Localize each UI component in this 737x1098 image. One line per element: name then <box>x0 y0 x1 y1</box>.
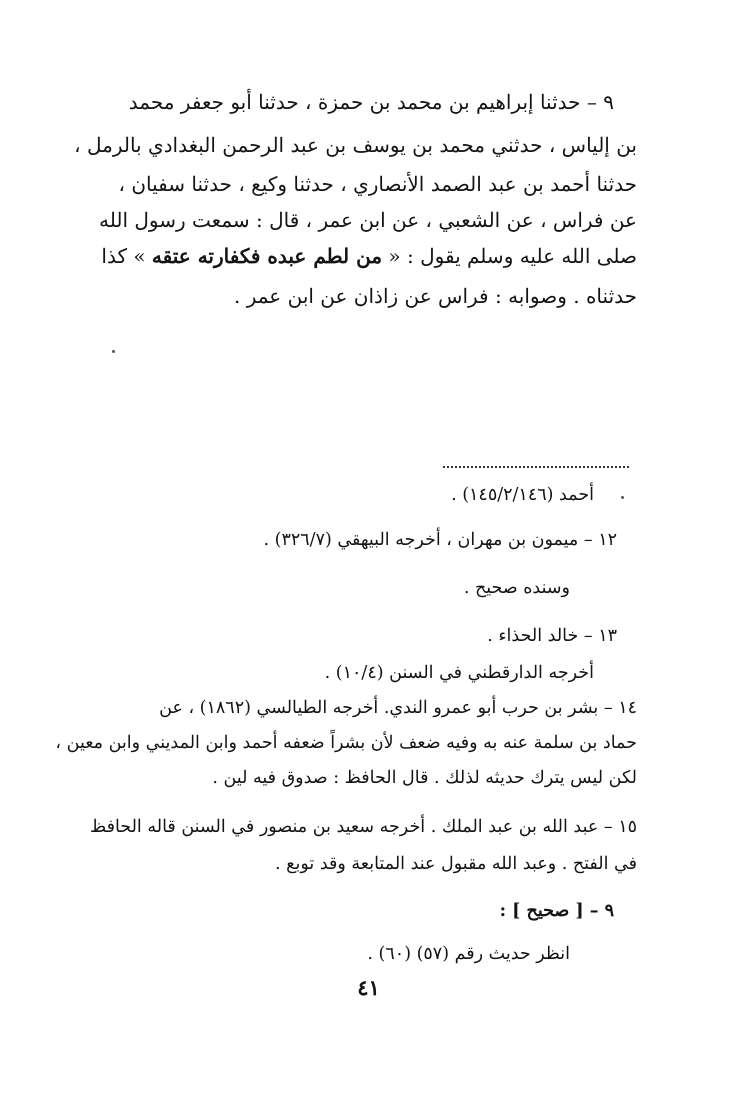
hadith-quote: من لطم عبده فكفارته عتقه <box>151 244 383 268</box>
main-line-6: حدثناه . وصوابه : فراس عن زاذان عن ابن عمر . <box>233 284 637 308</box>
footnote-line-9: ١٥ – عبد الله بن عبد الملك . أخرجه سعيد بن منصور في السنن قاله الحافظ <box>90 817 637 837</box>
footnote-line-12: انظر حديث رقم (٥٧) (٦٠) . <box>367 944 570 964</box>
footnote-line-11: ٩ – [ صحيح ] : <box>499 901 614 921</box>
footnote-line-8: لكن ليس يترك حديثه لذلك . قال الحافظ : صدوق فيه لين . <box>212 768 637 788</box>
scan-speck <box>112 350 115 353</box>
footnote-line-3: وسنده صحيح . <box>463 578 570 598</box>
footnote-line-7: حماد بن سلمة عنه به وفيه ضعف لأن بشراً ضعفه أحمد وابن المديني وابن معين ، <box>55 733 637 753</box>
main-line-5 <box>101 242 637 270</box>
footnote-separator <box>443 466 629 468</box>
page-number: ٤١ <box>357 975 380 1000</box>
footnote-line-1: أحمد (١٤٥/٢/١٤٦) . <box>451 485 594 505</box>
footnote-line-6: ١٤ – بشر بن حرب أبو عمرو الندي. أخرجه الطيالسي (١٨٦٢) ، عن <box>159 698 637 718</box>
main-line-2: بن إلياس ، حدثني محمد بن يوسف بن عبد الرحمن البغدادي بالرمل ، <box>74 133 637 157</box>
footnote-line-4: ١٣ – خالد الحذاء . <box>487 626 617 646</box>
main-line-5-end: » كذا <box>101 244 146 268</box>
main-line-3: حدثنا أحمد بن عبد الصمد الأنصاري ، حدثنا وكيع ، حدثنا سفيان ، <box>118 172 637 196</box>
main-line-1: ٩ – حدثنا إبراهيم بن محمد بن حمزة ، حدثنا أبو جعفر محمد <box>128 90 614 114</box>
main-line-4: عن فراس ، عن الشعبي ، عن ابن عمر ، قال : سمعت رسول الله <box>99 208 637 232</box>
main-line-5-start: صلى الله عليه وسلم يقول : « <box>388 244 637 268</box>
footnote-line-5: أخرجه الدارقطني في السنن (١٠/٤) . <box>324 663 594 683</box>
footnote-line-2: ١٢ – ميمون بن مهران ، أخرجه البيهقي (٣٢٦/٧) . <box>263 530 617 550</box>
scan-speck <box>621 496 624 499</box>
footnote-line-10: في الفتح . وعبد الله مقبول عند المتابعة وقد توبع . <box>275 854 637 874</box>
